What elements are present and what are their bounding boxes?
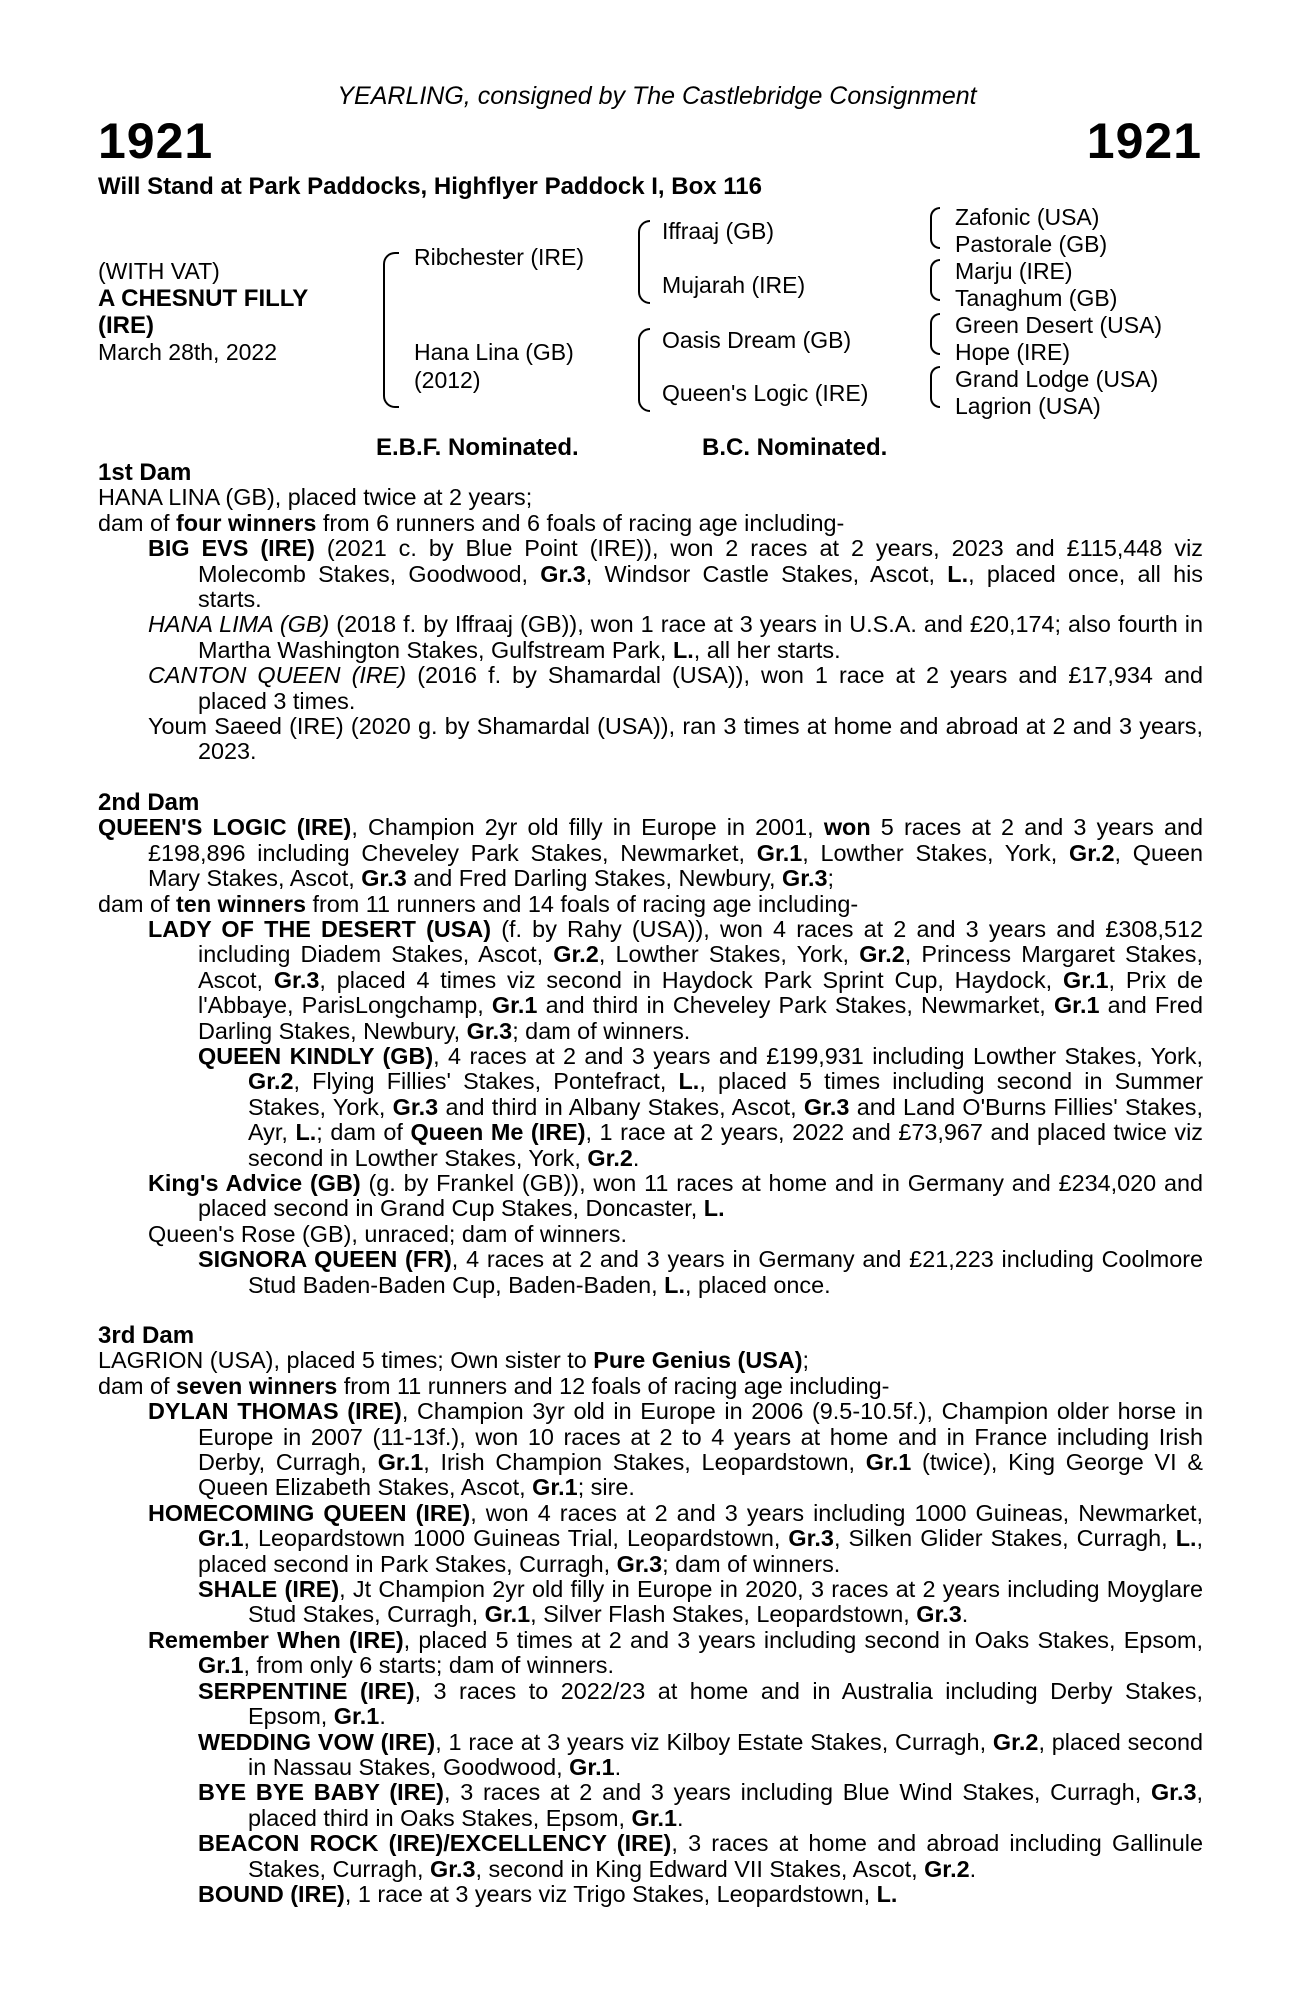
bold-text: Gr.2 [859,941,905,968]
produce-entry [98,1171,1203,1222]
text-run: HANA LINA (GB), placed twice at 2 years; [98,484,533,511]
bold-text: Gr.1 [333,1703,380,1730]
text-run: , Jt Champion 2yr old filly in Europe in 2020, 3 races at 2 years including Moyglare Stud Stakes, Curragh, [248,1576,1203,1628]
text-run: , Lowther Stakes, York, [598,941,860,968]
text-run: from 11 runners and 12 foals of racing age including- [337,1372,890,1399]
text-run: , 4 races at 2 and 3 years in Germany and £21,223 including Coolmore Stud Baden-Baden Cup, Baden-Baden, [248,1246,1204,1298]
pedigree-dam-year: (2012) [414,367,481,393]
bold-text: Gr.3 [803,1093,850,1120]
italic-text: CANTON QUEEN (IRE) [148,662,407,689]
produce-entry [98,917,1203,1044]
dam-record [98,892,1203,917]
text-run: dam of [98,890,177,917]
pedigree-sire-dam: Mujarah (IRE) [662,272,806,298]
dam-record [98,1348,1203,1373]
dam-record [98,815,1203,891]
text-run: , 3 races at home and abroad including Gallinule Stakes, Curragh, [248,1830,1203,1882]
text-run: , Prix de l'Abbaye, ParisLongchamp, [198,966,1204,1019]
dam-record [98,485,1203,510]
italic-text: HANA LIMA (GB) [148,611,330,638]
bold-text: BEACON ROCK (IRE)/EXCELLENCY (IRE) [198,1830,672,1857]
consignor-line: YEARLING, consigned by The Castlebridge Consignment [337,82,977,110]
pedigree-sire-sire: Iffraaj (GB) [662,218,775,244]
text-run: dam of [98,1372,177,1399]
bold-text: L. [947,560,969,587]
text-run: , placed 5 times including second in Summer Stakes, York, [248,1068,1203,1120]
pedigree-brace [383,252,399,408]
bold-text: HOMECOMING QUEEN (IRE) [148,1499,471,1526]
text-run: and third in Cheveley Park Stakes, Newmarket, [537,992,1054,1019]
produce-entry [98,1679,1203,1730]
bold-text: L. [295,1119,317,1146]
bold-text: L. [876,1880,898,1907]
pedigree-brace [638,328,650,412]
text-run: (twice), King George VI & Queen Elizabeth Stakes, Ascot, [198,1449,1203,1501]
bold-text: Gr.1 [377,1449,424,1476]
text-run: , Champion 3yr old in Europe in 2006 (9.5-10.5f.), Champion older horse in Europe in 2007 (11-13f.), won 10 races at 2 to 4 years at home and in France including Irish Derby, Curragh, [198,1398,1203,1476]
bold-text: QUEEN KINDLY (GB) [198,1042,434,1069]
section-heading: 2nd Dam [98,788,200,816]
text-run: , won 4 races at 2 and 3 years including 1000 Guineas, Newmarket, [470,1499,1204,1526]
bold-text: won [823,814,871,841]
bold-text: four winners [176,509,317,536]
produce-entry [98,1399,1203,1501]
bold-text: L. [672,636,694,663]
bold-text: Gr.3 [361,865,407,892]
text-run: dam of [98,509,177,536]
produce-entry [98,1831,1203,1882]
produce-record [98,460,1203,1907]
produce-entry [98,1577,1203,1628]
pedigree-dss: Green Desert (USA) [955,312,1163,338]
produce-entry [98,1730,1203,1781]
text-run: , placed second in Park Stakes, Curragh, [198,1525,1203,1577]
text-run: ; dam of winners. [662,1550,841,1577]
pedigree-ddd: Lagrion (USA) [955,393,1101,419]
text-run: , placed 4 times viz second in Haydock Park Sprint Cup, Haydock, [319,966,1064,993]
text-run: . [614,1753,622,1780]
pedigree-dam-sire: Oasis Dream (GB) [662,327,852,353]
bold-text: Gr.1 [491,992,538,1019]
pedigree-sire: Ribchester (IRE) [414,244,584,270]
pedigree-brace [638,220,650,304]
bold-text: Gr.3 [430,1855,476,1882]
ebf-nomination: E.B.F. Nominated. [376,434,579,461]
text-run: LAGRION (USA), placed 5 times; Own sister to [98,1347,594,1374]
bold-text: Gr.1 [569,1753,615,1780]
text-run: (2018 f. by Iffraaj (GB)), won 1 race at 3 years in U.S.A. and £20,174; also fourth in Martha Washington Stakes, Gulfstream Park, [198,611,1203,663]
bold-text: Gr.3 [273,966,320,993]
text-run: ; sire. [577,1474,635,1501]
bold-text: BYE BYE BABY (IRE) [198,1779,444,1806]
text-run: (f. by Rahy (USA)), won 4 races at 2 and 3 years and £308,512 including Diadem Stakes, Ascot, [198,915,1203,968]
bold-text: Gr.3 [466,1017,513,1044]
produce-entry [98,1780,1203,1831]
text-run: , second in King Edward VII Stakes, Ascot, [475,1855,925,1882]
pedigree-brace [930,259,940,301]
text-run: , 1 race at 2 years, 2022 and £73,967 and placed twice viz second in Lowther Stakes, York, [248,1119,1203,1171]
section-heading: 1st Dam [98,459,192,486]
text-run: . [379,1703,386,1730]
text-run: , Flying Fillies' Stakes, Pontefract, [293,1068,679,1095]
text-run: , Lowther Stakes, York, [802,839,1069,866]
bold-text: Gr.1 [1053,992,1100,1019]
bold-text: Gr.2 [248,1068,294,1095]
text-run: and Fred Darling Stakes, Newbury, [406,865,782,892]
bold-text: Gr.3 [540,560,586,587]
text-run: , Windsor Castle Stakes, Ascot, [585,560,948,587]
bold-text: Gr.1 [484,1601,531,1628]
text-run: , placed third in Oaks Stakes, Epsom, [248,1779,1203,1831]
pedigree-sds: Marju (IRE) [955,258,1073,284]
text-run: ; dam of [316,1119,411,1146]
bold-text: ten winners [176,890,306,917]
dam-record [98,511,1203,536]
bold-text: L. [703,1195,725,1222]
bold-text: Gr.2 [1069,839,1115,866]
horse-name: A CHESNUT FILLY [98,285,309,312]
text-run: , Silken Glider Stakes, Curragh, [833,1525,1176,1552]
pedigree-brace [930,366,940,408]
bold-text: L. [678,1068,700,1095]
lot-number-right: 1921 [1086,113,1202,169]
pedigree-brace [930,207,940,249]
bc-nomination: B.C. Nominated. [702,434,888,461]
produce-entry [98,1882,1203,1907]
text-run: from 11 runners and 14 foals of racing age including- [306,890,859,917]
text-run: and third in Albany Stakes, Ascot, [438,1093,804,1120]
pedigree-dam-dam: Queen's Logic (IRE) [662,380,869,406]
text-run: (2021 c. by Blue Point (IRE)), won 2 races at 2 years, 2023 and £115,448 viz Molecomb Stakes, Goodwood, [198,535,1203,587]
text-run: , Irish Champion Stakes, Leopardstown, [423,1449,866,1476]
text-run: , placed once. [684,1271,831,1298]
bold-text: QUEEN'S LOGIC (IRE) [98,814,352,841]
pedigree-dsd: Hope (IRE) [955,339,1071,365]
bold-text: Gr.2 [992,1728,1039,1755]
bold-text: Gr.3 [392,1093,439,1120]
pedigree-ssd: Pastorale (GB) [955,231,1108,257]
text-run: 5 races at 2 and 3 years and £198,896 including Cheveley Park Stakes, Newmarket, [148,814,1203,866]
text-run: , placed second in Nassau Stakes, Goodwood, [248,1728,1203,1780]
text-run: , Leopardstown 1000 Guineas Trial, Leopardstown, [243,1525,789,1552]
text-run: , 1 race at 3 years viz Trigo Stakes, Leopardstown, [344,1880,877,1907]
produce-entry [98,536,1203,612]
text-run: , 1 race at 3 years viz Kilboy Estate Stakes, Curragh, [435,1728,993,1755]
horse-description [98,258,308,366]
bold-text: Gr.1 [198,1525,244,1552]
text-run: , 3 races at 2 and 3 years including Blue Wind Stakes, Curragh, [443,1779,1151,1806]
text-run: , placed 5 times at 2 and 3 years including second in Oaks Stakes, Epsom, [403,1626,1204,1653]
bold-text: Queen Me (IRE) [410,1119,586,1146]
text-run: and Fred Darling Stakes, Newbury, [198,992,1203,1044]
produce-entry [98,1247,1203,1298]
text-run: from 6 runners and 6 foals of racing age including- [316,509,845,536]
bold-text: Gr.2 [587,1144,633,1171]
section-spacer [98,765,1203,790]
bold-text: SERPENTINE (IRE) [198,1677,415,1704]
bold-text: BOUND (IRE) [198,1880,345,1907]
bold-text: BIG EVS (IRE) [148,535,315,562]
bold-text: Remember When (IRE) [148,1626,404,1653]
pedigree-brace [930,313,940,355]
text-run: , Silver Flash Stakes, Leopardstown, [530,1601,917,1628]
text-run: , all her starts. [693,636,841,663]
horse-name-country: (IRE) [98,312,154,339]
section-heading: 3rd Dam [98,1322,195,1349]
bold-text: Gr.3 [788,1525,834,1552]
bold-text: L. [1175,1525,1197,1552]
dam-record [98,1374,1203,1399]
bold-text: Gr.2 [553,941,599,968]
bold-text: SHALE (IRE) [198,1576,340,1603]
bold-text: Gr.3 [1150,1779,1197,1806]
pedigree-sdd: Tanaghum (GB) [955,285,1118,311]
foaling-date: March 28th, 2022 [98,339,278,365]
text-run: , Princess Margaret Stakes, Ascot, [198,941,1203,993]
bold-text: Gr.3 [782,865,828,892]
produce-entry [98,612,1203,663]
bold-text: Gr.1 [865,1449,912,1476]
text-run: , placed once, all his starts. [198,560,1203,613]
bold-text: Gr.1 [198,1652,244,1679]
section-spacer [98,1298,1203,1323]
text-run: . [961,1601,969,1628]
bold-text: LADY OF THE DESERT (USA) [148,915,492,942]
bold-text: Gr.3 [616,1550,663,1577]
bold-text: King's Advice (GB) [148,1169,361,1196]
pedigree-sss: Zafonic (USA) [955,204,1100,230]
text-run: ; [802,1347,809,1374]
bold-text: WEDDING VOW (IRE) [198,1728,436,1755]
produce-entry [98,714,1203,765]
text-run: . [677,1804,684,1831]
text-run: Youm Saeed (IRE) (2020 g. by Shamardal (USA)), ran 3 times at home and abroad at 2 and 3 years, 2023. [148,713,1203,765]
pedigree-dam: Hana Lina (GB) [414,339,574,365]
text-run: , Champion 2yr old filly in Europe in 2001, [351,814,824,841]
produce-entry [98,1501,1203,1577]
produce-entry [98,1628,1203,1679]
lot-number-left: 1921 [98,113,214,169]
produce-entry [98,1044,1203,1171]
produce-entry [98,663,1203,714]
text-run: Queen's Rose (GB), unraced; dam of winners. [148,1220,627,1247]
bold-text: Gr.3 [916,1601,962,1628]
produce-entry [98,1222,1203,1247]
bold-text: Gr.2 [924,1855,970,1882]
text-run: (2016 f. by Shamardal (USA)), won 1 race at 2 years and £17,934 and placed 3 times. [198,662,1203,714]
text-run: , from only 6 starts; dam of winners. [243,1652,614,1679]
text-run: . [632,1144,640,1171]
text-run: . [969,1855,977,1882]
bold-text: Gr.1 [631,1804,678,1831]
bold-text: Pure Genius (USA) [593,1347,803,1374]
vat-note: (WITH VAT) [98,258,220,284]
bold-text: Gr.1 [1063,966,1109,993]
bold-text: Gr.1 [532,1474,578,1501]
bold-text: Gr.1 [756,839,803,866]
stabling-location: Will Stand at Park Paddocks, Highflyer Paddock I, Box 116 [98,173,762,200]
bold-text: SIGNORA QUEEN (FR) [198,1246,452,1273]
text-run: ; dam of winners. [512,1017,691,1044]
bold-text: seven winners [176,1372,338,1399]
text-run: and Land O'Burns Fillies' Stakes, Ayr, [248,1093,1203,1146]
text-run: , 4 races at 2 and 3 years and £199,931 including Lowther Stakes, York, [433,1042,1203,1069]
pedigree-dds: Grand Lodge (USA) [955,366,1159,392]
text-run: , 3 races to 2022/23 at home and in Australia including Derby Stakes, Epsom, [248,1677,1203,1730]
text-run: ; [827,865,835,892]
text-run: (g. by Frankel (GB)), won 11 races at home and in Germany and £234,020 and placed second in Grand Cup Stakes, Doncaster, [198,1169,1203,1222]
text-run: , Queen Mary Stakes, Ascot, [148,839,1203,892]
bold-text: DYLAN THOMAS (IRE) [148,1398,402,1425]
bold-text: L. [664,1271,685,1298]
